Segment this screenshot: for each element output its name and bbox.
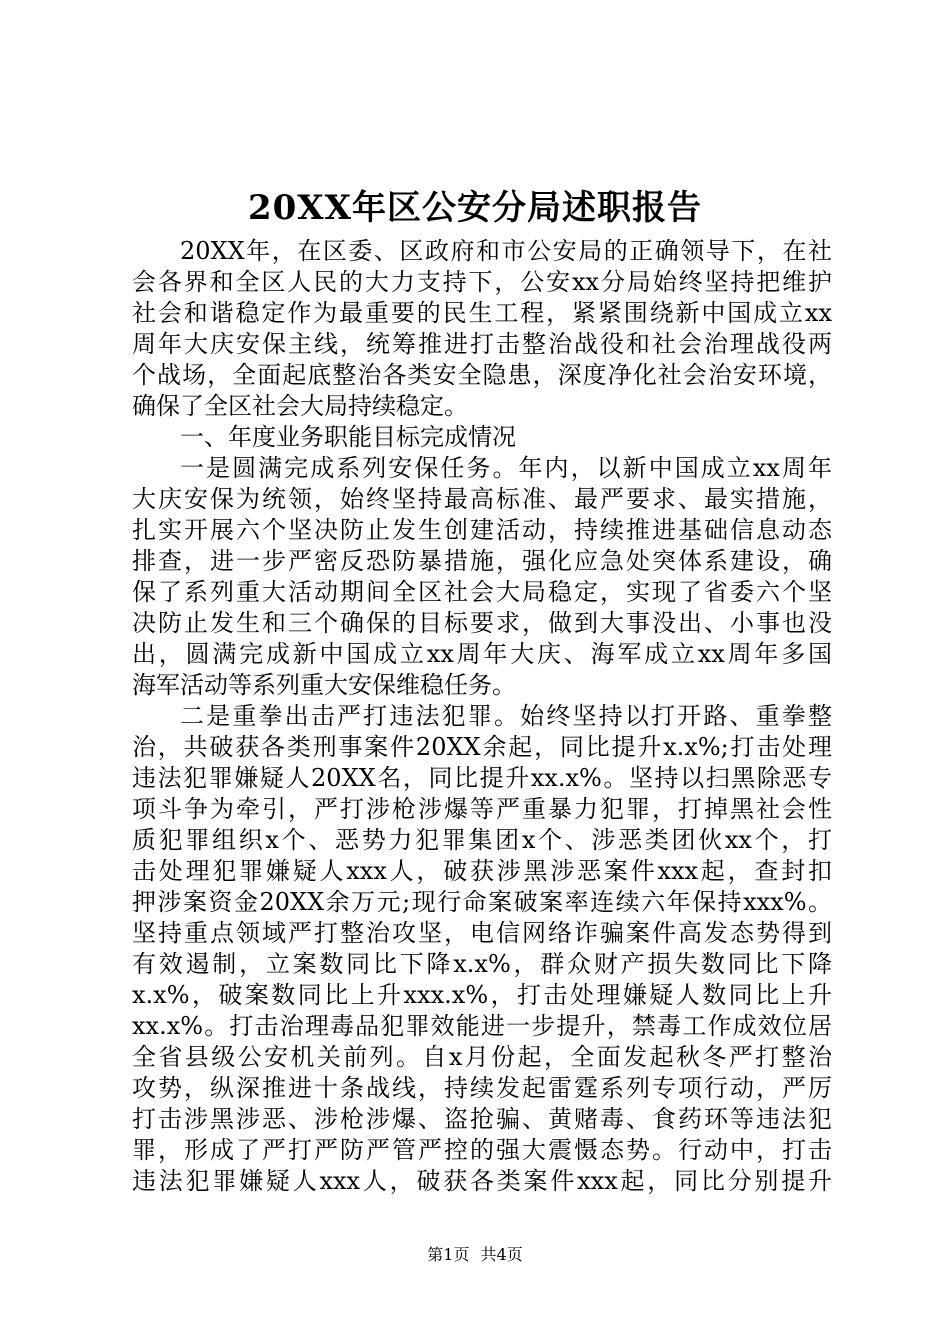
text-line: 坚持重点领域严打整治攻坚，电信网络诈骗案件高发态势得到: [132, 919, 832, 947]
text-line: 社会和谐稳定作为最重要的民生工程，紧紧围绕新中国成立xx: [132, 299, 832, 327]
text-line: 有效遏制，立案数同比下降x.x%，群众财产损失数同比下降: [132, 950, 832, 978]
page-number: 第1页: [427, 1245, 470, 1264]
text-line: 违法犯罪嫌疑人xxx人，破获各类案件xxx起，同比分别提升: [132, 1167, 832, 1195]
text-line: x.x%，破案数同比上升xxx.x%，打击处理嫌疑人数同比上升: [132, 981, 832, 1009]
text-line: 攻势，纵深推进十条战线，持续发起雷霆系列专项行动，严厉: [132, 1074, 832, 1102]
text-line: 全省县级公安机关前列。自x月份起，全面发起秋冬严打整治: [132, 1043, 832, 1071]
text-line: 一是圆满完成系列安保任务。年内，以新中国成立xx周年: [180, 454, 832, 482]
text-line: 击处理犯罪嫌疑人xxx人，破获涉黑涉恶案件xxx起，查封扣: [132, 857, 832, 885]
text-line: 打击涉黑涉恶、涉枪涉爆、盗抢骗、黄赌毒、食药环等违法犯: [132, 1105, 832, 1133]
text-line: xx.x%。打击治理毒品犯罪效能进一步提升，禁毒工作成效位居: [132, 1012, 832, 1040]
text-line: 保了系列重大活动期间全区社会大局稳定，实现了省委六个坚: [132, 578, 832, 606]
page-footer: [0, 1243, 950, 1267]
report-body: [132, 236, 832, 1197]
text-line: 确保了全区社会大局持续稳定。: [132, 392, 468, 420]
text-line: 出，圆满完成新中国成立xx周年大庆、海军成立xx周年多国: [132, 640, 832, 668]
text-line: 周年大庆安保主线，统筹推进打击整治战役和社会治理战役两: [132, 330, 832, 358]
text-line: 违法犯罪嫌疑人20XX名，同比提升xx.x%。坚持以扫黑除恶专: [132, 764, 832, 792]
text-line: 治，共破获各类刑事案件20XX余起，同比提升x.x%;打击处理: [132, 733, 832, 761]
text-line: 会各界和全区人民的大力支持下，公安xx分局始终坚持把维护: [132, 268, 832, 296]
text-line: 个战场，全面起底整治各类安全隐患，深度净化社会治安环境，: [132, 361, 832, 389]
page-title: 20XX年区公安分局述职报告: [247, 188, 703, 228]
text-line: 二是重拳出击严打违法犯罪。始终坚持以打开路、重拳整: [180, 702, 832, 730]
text-line: 罪，形成了严打严防严管严控的强大震慑态势。行动中，打击: [132, 1136, 832, 1164]
text-line: 决防止发生和三个确保的目标要求，做到大事没出、小事也没: [132, 609, 832, 637]
text-line: 一、年度业务职能目标完成情况: [180, 423, 516, 451]
text-line: 质犯罪组织x个、恶势力犯罪集团x个、涉恶类团伙xx个，打: [132, 826, 832, 854]
text-line: 20XX年，在区委、区政府和市公安局的正确领导下，在社: [180, 237, 832, 265]
text-line: 大庆安保为统领，始终坚持最高标准、最严要求、最实措施，: [132, 485, 832, 513]
page-total: 共4页: [480, 1245, 523, 1264]
text-line: 扎实开展六个坚决防止发生创建活动，持续推进基础信息动态: [132, 516, 832, 544]
text-line: 排查，进一步严密反恐防暴措施，强化应急处突体系建设，确: [132, 547, 832, 575]
text-line: 押涉案资金20XX余万元;现行命案破案率连续六年保持xxx%。: [132, 888, 832, 916]
text-line: 海军活动等系列重大安保维稳任务。: [132, 671, 516, 699]
text-line: 项斗争为牵引，严打涉枪涉爆等严重暴力犯罪，打掉黑社会性: [132, 795, 832, 823]
